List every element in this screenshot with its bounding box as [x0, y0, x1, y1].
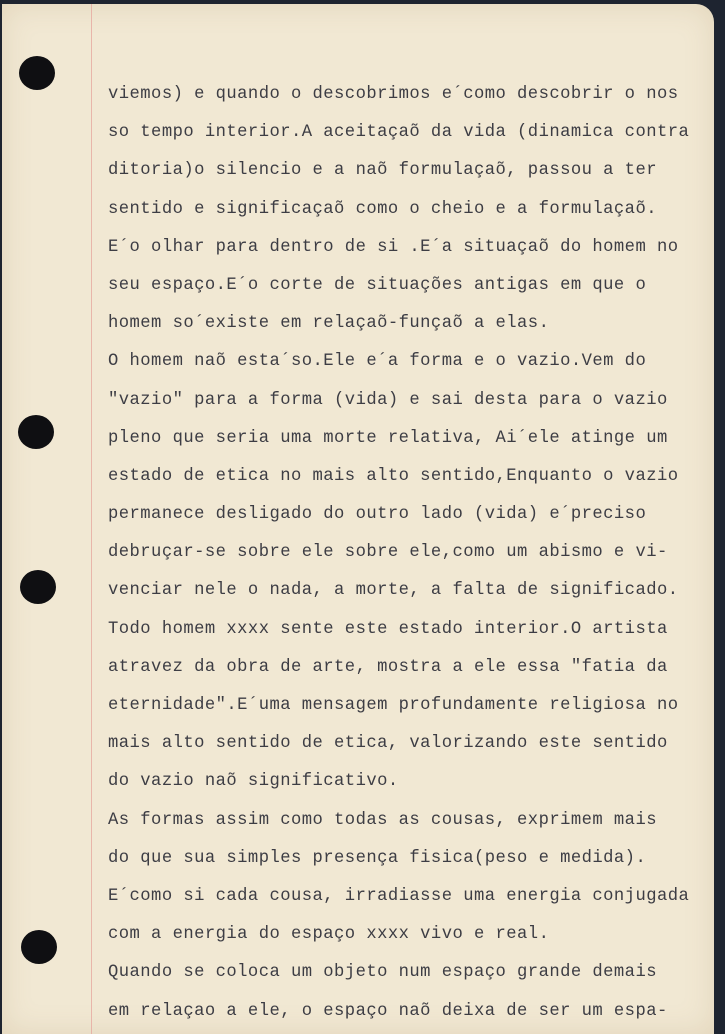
text-line: debruçar-se sobre ele sobre ele,como um abismo e vi-: [108, 543, 668, 563]
typed-text-body: [108, 76, 714, 1031]
text-line: so tempo interior.A aceitaçaõ da vida (dinamica contra: [108, 123, 690, 143]
text-line: As formas assim como todas as cousas, exprimem mais: [108, 810, 657, 830]
punch-hole: [18, 415, 54, 449]
text-line: venciar nele o nada, a morte, a falta de significado.: [108, 581, 679, 601]
text-line: seu espaço.E´o corte de situações antigas em que o: [108, 275, 647, 295]
punch-hole: [19, 56, 55, 90]
text-line: sentido e significaçaõ como o cheio e a formulaçaõ.: [108, 199, 657, 219]
text-line: E´como si cada cousa, irradiasse uma energia conjugada: [108, 886, 690, 906]
punch-hole: [20, 570, 56, 604]
text-line: do vazio naõ significativo.: [108, 772, 399, 792]
text-line: O homem naõ esta´so.Ele e´a forma e o vazio.Vem do: [108, 352, 647, 372]
text-line: mais alto sentido de etica, valorizando este sentido: [108, 734, 668, 754]
text-line: em relaçao a ele, o espaço naõ deixa de ser um espa-: [108, 1001, 668, 1021]
text-line: ditoria)o silencio e a naõ formulaçaõ, passou a ter: [108, 161, 657, 181]
text-line: estado de etica no mais alto sentido,Enquanto o vazio: [108, 466, 679, 486]
text-line: "vazio" para a forma (vida) e sai desta para o vazio: [108, 390, 668, 410]
text-line: Quando se coloca um objeto num espaço grande demais: [108, 963, 657, 983]
margin-rule: [91, 4, 92, 1034]
text-line: homem so´existe em relaçaõ-funçaõ a elas.: [108, 314, 550, 334]
punch-hole: [21, 930, 57, 964]
text-line: com a energia do espaço xxxx vivo e real.: [108, 925, 550, 945]
text-line: eternidade".E´uma mensagem profundamente religiosa no: [108, 696, 679, 715]
text-line: viemos) e quando o descobrimos e´como descobrir o nos: [108, 85, 679, 104]
text-line: Todo homem xxxx sente este estado interior.O artista: [108, 619, 668, 639]
text-line: E´o olhar para dentro de si .E´a situaçaõ do homem no: [108, 237, 679, 257]
typed-page: [2, 4, 714, 1034]
text-line: permanece desligado do outro lado (vida) e´preciso: [108, 505, 647, 525]
text-line: pleno que seria uma morte relativa, Ai´ele atinge um: [108, 428, 668, 448]
text-line: atravez da obra de arte, mostra a ele essa "fatia da: [108, 657, 668, 677]
text-line: do que sua simples presença fisica(peso e medida).: [108, 848, 647, 868]
